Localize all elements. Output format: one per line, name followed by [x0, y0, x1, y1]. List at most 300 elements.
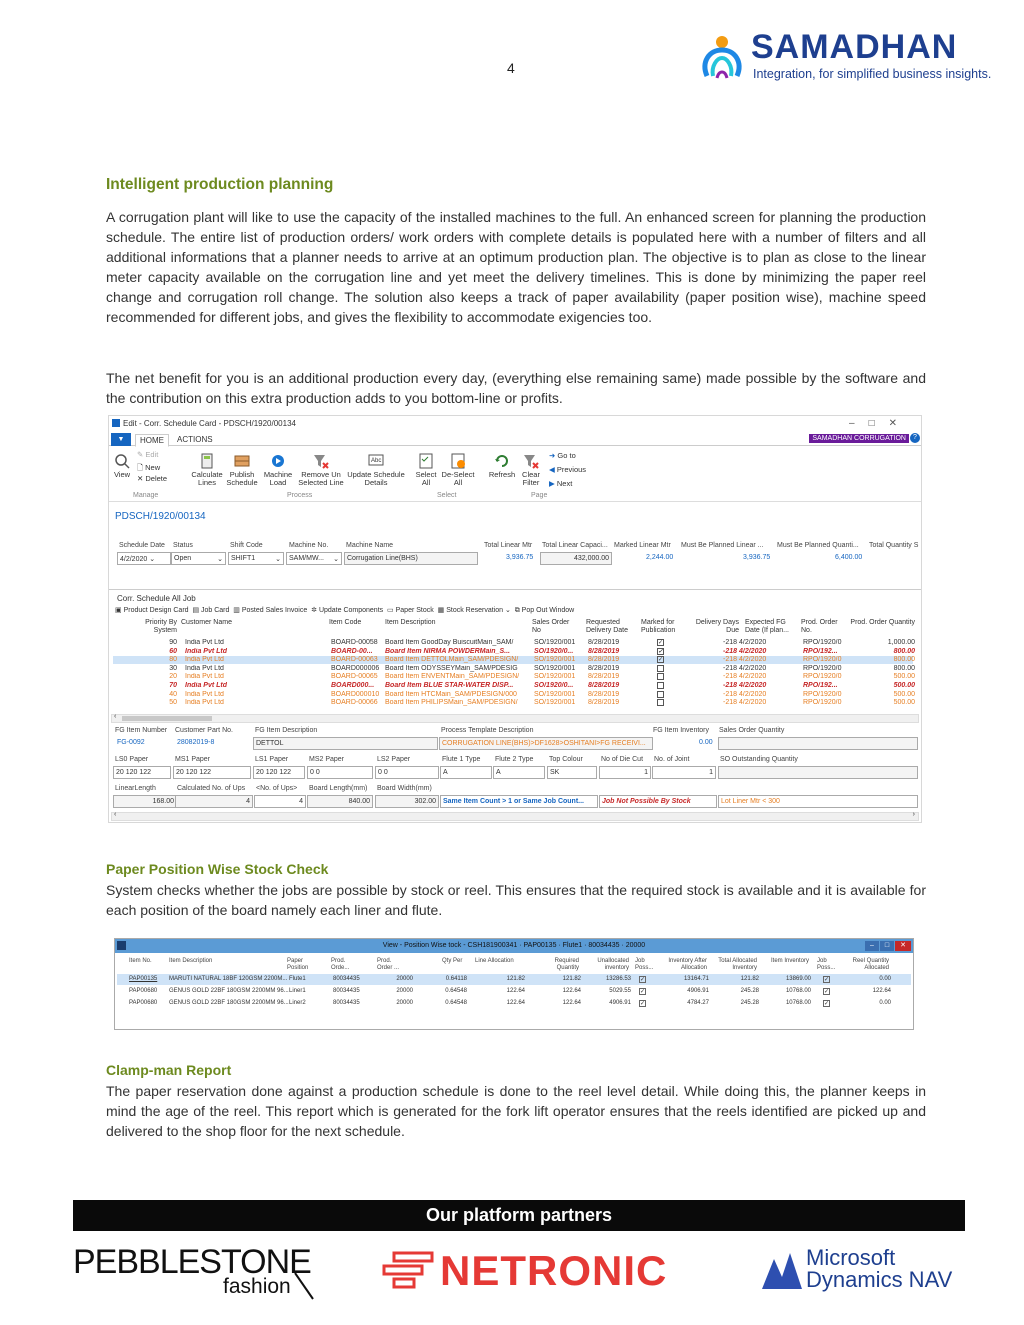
cell-item-code: BOARD000010	[331, 690, 380, 698]
col-item-code[interactable]: Item Code	[329, 619, 362, 626]
col-required-qty[interactable]: Required Quantity	[554, 958, 579, 971]
update-schedule-button[interactable]: Abc Update Schedule Details	[346, 453, 406, 487]
cell-item-description: GENUS GOLD 22BF 180GSM 2200MM 96...	[169, 1000, 289, 1006]
job-possible-checkbox[interactable]: ✓	[640, 989, 646, 995]
job-possible-checkbox[interactable]: ✓	[640, 977, 646, 983]
ribbon-tabs	[109, 433, 921, 446]
dynamics-nav-wordmark: Dynamics NAV	[806, 1267, 953, 1292]
samadhan-logo	[697, 30, 997, 86]
cell-requested-date: 8/28/2019	[588, 656, 620, 664]
must-qty-value: 6,400.00	[835, 554, 863, 561]
cell-requested-date: 8/28/2019	[588, 699, 620, 707]
machine-load-icon	[270, 453, 286, 469]
cell-priority: 80	[169, 656, 177, 664]
cell-prod-qty: 800.00	[893, 664, 915, 672]
pop-out-window-action[interactable]: ⧉ Pop Out Window	[514, 607, 575, 614]
group-page-label: Page	[531, 492, 548, 499]
cell-item-description: MARUTI NATURAL 18BF 120GSM 2200M...	[169, 976, 288, 982]
new-button[interactable]: 🗋 New	[137, 463, 161, 472]
cell-item-desc: Board Item NIRMA POWDERMain_S...	[385, 647, 510, 655]
group-manage-label: Manage	[133, 492, 159, 499]
cell-prod-order: RPO/1920/0	[803, 639, 842, 646]
cell-priority: 50	[169, 699, 177, 707]
planning-paragraph-2: The net benefit for you is an additional production every day, (everything else remaining same) made possible by the software and the contribution on this extra production adds to you bottom-line or profits.	[106, 370, 926, 406]
col-total-allocated[interactable]: Total Allocated Inventory	[718, 958, 757, 971]
marked-linear-label: Marked Linear Mtr	[614, 542, 671, 549]
fg-item-label: FG Item Number	[115, 727, 168, 734]
so-qty-label: Sales Order Quantity	[719, 727, 785, 734]
cust-part-value: 28082019-8	[177, 739, 215, 746]
col-requested-date[interactable]: Requested Delivery Date	[586, 619, 629, 634]
microsoft-dynamics-logo	[760, 1245, 960, 1295]
machine-no-dropdown[interactable]: SAM/MW... ⌄	[286, 552, 342, 565]
section-title-planning: Intelligent production planning	[106, 176, 334, 193]
cell-customer: India Pvt Ltd	[185, 664, 224, 672]
page-number: 4	[507, 60, 515, 76]
cell-required-qty: 121.82	[562, 976, 581, 982]
deselect-all-icon	[450, 453, 466, 469]
subpage-actions	[115, 606, 574, 615]
marked-checkbox[interactable]	[657, 699, 664, 706]
calculator-icon	[199, 453, 215, 469]
cell-delivery-days: -218	[722, 690, 737, 698]
total-capacity-field: 432,000.00	[540, 552, 612, 565]
pebblestone-slash-icon	[293, 1271, 317, 1301]
close-button[interactable]: ✕	[895, 941, 911, 951]
col-reel-qty[interactable]: Reel Quantity Allocated	[852, 958, 889, 971]
top-colour-label: Top Colour	[549, 756, 583, 763]
cell-prod-order-line: 20000	[396, 1000, 413, 1006]
ribbon	[109, 447, 921, 502]
cell-inventory-after: 4784.27	[687, 1000, 709, 1006]
stock-row[interactable]	[117, 986, 911, 997]
col-item-desc[interactable]: Item Description	[385, 619, 436, 626]
col-expected-date[interactable]: Expected FG Date (If plan...	[745, 619, 789, 634]
cell-prod-qty: 800.00	[893, 647, 915, 655]
calc-ups-label: Calculated No. of Ups	[177, 785, 246, 792]
refresh-button[interactable]: Refresh	[487, 453, 517, 479]
cell-prod-qty: 800.00	[893, 656, 915, 664]
calculate-lines-button[interactable]: Calculate Lines	[191, 453, 223, 487]
delete-button[interactable]: ✕ Delete	[137, 474, 168, 483]
machine-name-field: Corrugation Line(BHS)	[344, 552, 478, 565]
cell-customer: India Pvt Ltd	[185, 690, 224, 698]
cell-prod-order: 80034435	[333, 988, 360, 994]
col-inventory-after[interactable]: Inventory After Allocation	[668, 958, 707, 971]
col-line-allocation[interactable]: Line Allocation	[475, 958, 514, 964]
schedule-row[interactable]	[113, 691, 913, 699]
cell-priority: 90	[169, 639, 177, 646]
cell-prod-order-line: 20000	[396, 988, 413, 994]
ls1-field[interactable]: 20 120 122	[253, 766, 305, 779]
schedule-card-screenshot	[108, 415, 922, 823]
cell-delivery-days: -218	[722, 682, 737, 689]
tab-home[interactable]: HOME	[135, 434, 169, 447]
col-prod-order[interactable]: Prod. Orde...	[331, 958, 350, 971]
maximize-button[interactable]: □	[880, 941, 894, 951]
so-outstanding-field	[718, 766, 918, 779]
cell-item-desc: Board Item ODYSSEYMain_SAM/PDESIG	[385, 664, 518, 672]
fg-desc-field: DETTOL	[253, 737, 438, 750]
joint-label: No. of Joint	[654, 756, 690, 763]
cell-expected-date: 4/2/2020	[739, 656, 767, 664]
job-possible-checkbox[interactable]: ✓	[640, 1001, 646, 1007]
must-qty-label: Must Be Planned Quanti...	[777, 542, 859, 549]
cell-expected-date: 4/2/2020	[739, 690, 767, 698]
view-icon	[114, 453, 130, 469]
cell-required-qty: 122.64	[562, 1000, 581, 1006]
schedule-row[interactable]	[113, 682, 913, 690]
marked-checkbox[interactable]	[657, 673, 664, 680]
schedule-lines-subpage	[109, 589, 921, 707]
stock-window-app-icon	[117, 941, 126, 950]
cell-delivery-days: -218	[722, 673, 737, 681]
cell-unallocated: 4906.91	[609, 1000, 631, 1006]
marked-checkbox[interactable]: ✓	[658, 657, 664, 664]
cell-delivery-days: -218	[722, 639, 737, 646]
ms2-label: MS2 Paper	[309, 756, 345, 763]
update-components-action[interactable]: ✲ Update Components	[311, 607, 384, 614]
cell-item-inventory: 13869.00	[785, 976, 811, 982]
status-dropdown[interactable]: Open ⌄	[171, 552, 226, 565]
cell-priority: 60	[169, 647, 177, 655]
clampman-paragraph: The paper reservation done against a production schedule is done to the reel level detail. While doing this, the planner keeps in mind the age of the reel. This report which is generated for the fork lift operator ensures that the reels identified are picked up and delivered to the shop floor for the next schedule.	[106, 1083, 926, 1139]
schedule-row[interactable]	[113, 699, 913, 707]
cell-requested-date: 8/28/2019	[588, 639, 620, 646]
edit-button[interactable]: ✎ Edit	[137, 450, 159, 459]
cust-part-label: Customer Part No.	[175, 727, 233, 734]
fg-inventory-label: FG Item Inventory	[653, 727, 710, 734]
marked-linear-value: 2,244.00	[646, 554, 674, 561]
stock-window-titlebar	[115, 939, 913, 953]
dynamics-mark-icon	[760, 1249, 804, 1291]
col-job-possible-2[interactable]: Job Poss...	[817, 958, 836, 971]
pebblestone-logo	[73, 1243, 323, 1303]
logo-name: SAMADHAN	[751, 28, 958, 66]
marked-checkbox[interactable]	[657, 682, 664, 689]
cell-requested-date: 8/28/2019	[588, 690, 620, 698]
partners-banner: Our platform partners	[73, 1200, 965, 1231]
cell-line-allocation: 121.82	[506, 976, 525, 982]
cell-priority: 70	[169, 682, 177, 689]
cell-item-inventory: 10768.00	[785, 988, 811, 994]
flute1-label: Flute 1 Type	[442, 756, 481, 763]
machine-load-button[interactable]: Machine Load	[262, 453, 294, 487]
position-stock-screenshot	[114, 938, 914, 1030]
machine-no-label: Machine No.	[289, 542, 329, 549]
cell-prod-qty: 500.00	[893, 673, 915, 681]
schedule-row[interactable]	[113, 648, 913, 656]
ls2-field[interactable]: 0 0	[375, 766, 439, 779]
status-label: Status	[173, 542, 193, 549]
die-cut-field[interactable]: 1	[599, 766, 651, 779]
no-ups-label: <No. of Ups>	[256, 785, 298, 792]
process-template-field: CORRUGATION LINE(BHS)>DF1628>OSHITANI>FG RECEIVI...	[439, 737, 653, 750]
shift-code-dropdown[interactable]: SHIFT1 ⌄	[228, 552, 284, 565]
flute1-field[interactable]: A	[440, 766, 492, 779]
col-qty-per[interactable]: Qty Per	[442, 958, 463, 964]
cell-qty-per: 0.64548	[445, 1000, 467, 1006]
help-icon[interactable]: ?	[910, 433, 920, 443]
stock-row[interactable]	[117, 974, 911, 985]
cell-customer: India Pvt Ltd	[185, 699, 224, 707]
cell-item-desc: Board Item ENVENTMain_SAM/PDESIGN/	[385, 673, 520, 681]
cell-prod-qty: 1,000.00	[887, 639, 915, 646]
cell-prod-order: RPO/1920/0	[803, 673, 842, 681]
ms1-label: MS1 Paper	[175, 756, 211, 763]
cell-required-qty: 122.64	[562, 988, 581, 994]
filter-remove-icon	[313, 453, 329, 469]
must-linear-label: Must Be Planned Linear ...	[681, 542, 764, 549]
detail-h-scrollbar[interactable]: ‹ ›	[111, 812, 919, 821]
cell-reel-qty: 0.00	[879, 1000, 891, 1006]
schedule-date-field[interactable]: 4/2/2020 ⌄	[117, 552, 171, 565]
cell-priority: 40	[169, 690, 177, 698]
microsoft-wordmark: Microsoft	[806, 1245, 896, 1270]
flute2-label: Flute 2 Type	[495, 756, 534, 763]
cell-prod-qty: 500.00	[893, 682, 915, 689]
cell-sales-order: SO/1920/001	[534, 656, 576, 664]
cell-prod-order: RPO/1920/0	[803, 656, 842, 664]
publish-schedule-button[interactable]: Publish Schedule	[226, 453, 258, 487]
cell-item-desc: Board Item DETTOLMain_SAM/PDESIGN/	[385, 656, 519, 664]
posted-sales-invoice-action[interactable]: ▥ Posted Sales Invoice	[233, 607, 308, 614]
ls2-label: LS2 Paper	[377, 756, 411, 763]
stock-reservation-action[interactable]: ▦ Stock Reservation ⌄	[437, 607, 511, 614]
flute2-field[interactable]: A	[493, 766, 545, 779]
cell-requested-date: 8/28/2019	[588, 682, 620, 689]
netronic-wordmark: NETRONIC	[440, 1247, 668, 1294]
cell-line-allocation: 122.64	[506, 1000, 525, 1006]
cell-item-no: PAP00680	[129, 1000, 158, 1006]
col-priority[interactable]: Priority By System	[145, 619, 177, 634]
paper-stock-action[interactable]: ▭ Paper Stock	[387, 607, 434, 614]
cell-unallocated: 5029.55	[609, 988, 631, 994]
must-linear-value: 3,936.75	[743, 554, 771, 561]
col-item-inventory[interactable]: Item Inventory	[771, 958, 810, 964]
schedule-row[interactable]	[113, 656, 913, 664]
no-ups-field[interactable]: 4	[254, 795, 306, 808]
process-template-label: Process Template Description	[441, 727, 534, 734]
cell-qty-per: 0.64118	[445, 976, 467, 982]
cell-total-allocated: 121.82	[740, 976, 759, 982]
next-button[interactable]: ▶ Next	[549, 479, 573, 488]
top-colour-field[interactable]: SK	[547, 766, 597, 779]
previous-button[interactable]: ◀ Previous	[549, 465, 587, 474]
cell-item-inventory: 10768.00	[785, 1000, 811, 1006]
cell-item-code: BOARD-00058	[331, 639, 378, 646]
pebblestone-wordmark: PEBBLESTONE	[73, 1243, 311, 1281]
warning-same-item: Same Item Count > 1 or Same Job Count...	[440, 795, 598, 808]
stock-window-title: View - Position Wise tock - CSH181900341 · PAP00135 · Flute1 · 80034435 · 20000	[382, 942, 646, 949]
cell-item-code: BOARD-00065	[331, 673, 378, 681]
cell-prod-order-line: 20000	[396, 976, 413, 982]
group-process-label: Process	[287, 492, 313, 499]
fg-item-value[interactable]: FG-0092	[117, 739, 145, 746]
cell-paper-position: Flute1	[289, 976, 306, 982]
cell-inventory-after: 13164.71	[683, 976, 709, 982]
remove-unselected-button[interactable]: Remove Un Selected Line	[298, 453, 344, 487]
cell-prod-order: RPO/1920/0	[803, 664, 842, 672]
cell-item-desc: Board Item GoodDay BuiscuitMain_SAM/	[385, 639, 514, 646]
col-paper-position[interactable]: Paper Position	[287, 958, 309, 971]
go-to-button[interactable]: ➜ Go to	[549, 451, 576, 460]
app-icon	[112, 419, 120, 427]
tab-actions[interactable]: ACTIONS	[177, 435, 213, 444]
pebblestone-subtitle: fashion	[223, 1275, 291, 1298]
cell-prod-order: 80034435	[333, 976, 360, 982]
board-length-label: Board Length(mm)	[309, 785, 368, 792]
scrollbar-thumb[interactable]	[122, 716, 212, 721]
window-title: Edit - Corr. Schedule Card - PDSCH/1920/00134	[123, 419, 296, 428]
cell-customer: India Pvt Ltd	[185, 647, 227, 655]
col-prod-qty[interactable]: Prod. Order Quantity	[850, 619, 915, 626]
cell-prod-order: RPO/192...	[803, 647, 838, 655]
cell-unallocated: 13286.53	[605, 976, 631, 982]
menu-icon[interactable]: ▼	[111, 433, 131, 446]
cell-item-code: BOARD000...	[331, 682, 375, 689]
cell-prod-order: RPO/1920/0	[803, 690, 842, 698]
so-outstanding-label: SO Outstanding Quantity	[720, 756, 798, 763]
netronic-mark-icon	[380, 1251, 436, 1291]
board-width-label: Board Width(mm)	[377, 785, 432, 792]
col-unallocated[interactable]: Unallocated inventory	[597, 958, 629, 971]
cell-requested-date: 8/28/2019	[588, 647, 620, 655]
cell-delivery-days: -218	[722, 647, 737, 655]
board-width-field: 302.00	[375, 795, 439, 808]
cell-expected-date: 4/2/2020	[739, 647, 767, 655]
col-sales-order[interactable]: Sales Order No	[532, 619, 570, 634]
subpage-title: Corr. Schedule All Job	[117, 594, 196, 603]
section-title-stock-check: Paper Position Wise Stock Check	[106, 861, 329, 877]
ls0-label: LS0 Paper	[115, 756, 149, 763]
product-design-card-action[interactable]: ▣ Product Design Card	[115, 607, 189, 614]
svg-text:Abc: Abc	[371, 458, 382, 464]
cell-customer: India Pvt Ltd	[185, 673, 224, 681]
clear-filter-icon	[523, 453, 539, 469]
cell-item-desc: Board Item BLUE STAR-WATER DISP...	[385, 682, 514, 689]
cell-priority: 30	[169, 664, 177, 672]
grid-h-scrollbar[interactable]: ‹	[111, 714, 919, 723]
col-prod-order-line[interactable]: Prod. Order ...	[377, 958, 400, 971]
clear-filter-button[interactable]: Clear Filter	[519, 453, 543, 487]
cell-item-code: BOARD000006	[331, 664, 380, 672]
cell-item-code: BOARD-00...	[331, 647, 373, 655]
col-prod-order[interactable]: Prod. Order No.	[801, 619, 838, 634]
cell-sales-order: SO/1920/001	[534, 690, 576, 698]
cell-prod-qty: 500.00	[893, 699, 915, 707]
ms2-field[interactable]: 0 0	[307, 766, 373, 779]
cell-customer: India Pvt Ltd	[185, 682, 227, 689]
cell-expected-date: 4/2/2020	[739, 699, 767, 707]
cell-priority: 20	[169, 673, 177, 681]
schedule-row[interactable]	[113, 665, 913, 673]
ls1-label: LS1 Paper	[255, 756, 289, 763]
cell-sales-order: SO/1920/001	[534, 673, 576, 681]
job-possible-checkbox[interactable]: ✓	[824, 1001, 830, 1007]
samadhan-logo-icon	[697, 32, 747, 82]
cell-paper-position: Liner1	[289, 988, 306, 994]
ms1-field[interactable]: 20 120 122	[173, 766, 251, 779]
deselect-all-button[interactable]: De-Select All	[441, 453, 475, 487]
linear-length-field: 168.00	[113, 795, 177, 808]
cell-reel-qty: 122.64	[872, 988, 891, 994]
job-card-action[interactable]: ▤ Job Card	[192, 607, 230, 614]
cell-expected-date: 4/2/2020	[739, 639, 767, 646]
cell-delivery-days: -218	[722, 656, 737, 664]
cell-item-desc: Board Item PHILIPSMain_SAM/PDESIGN/	[385, 699, 518, 707]
warning-job-not-possible: Job Not Possible By Stock	[599, 795, 717, 808]
refresh-icon	[494, 453, 510, 469]
cell-delivery-days: -218	[722, 664, 737, 672]
total-linear-label: Total Linear Mtr	[484, 542, 533, 549]
cell-line-allocation: 122.64	[506, 988, 525, 994]
calc-ups-field: 4	[175, 795, 253, 808]
cell-customer: India Pvt Ltd	[185, 639, 224, 646]
cell-expected-date: 4/2/2020	[739, 673, 767, 681]
linear-length-label: LinearLength	[115, 785, 156, 792]
cell-requested-date: 8/28/2019	[588, 664, 620, 672]
company-badge: SAMADHAN CORRUGATION	[809, 434, 909, 443]
board-length-field: 840.00	[307, 795, 373, 808]
schedule-row[interactable]	[113, 673, 913, 681]
warning-lot-liner: Lot Liner Mtr < 300	[718, 795, 918, 808]
stock-row[interactable]	[117, 998, 911, 1009]
job-possible-checkbox[interactable]: ✓	[824, 977, 830, 983]
view-button[interactable]: View	[113, 453, 131, 479]
cell-sales-order: SO/1920/0...	[534, 682, 574, 689]
cell-prod-order: 80034435	[333, 1000, 360, 1006]
machine-name-label: Machine Name	[346, 542, 394, 549]
die-cut-label: No of Die Cut	[601, 756, 644, 763]
publish-icon	[234, 453, 250, 469]
netronic-logo	[380, 1245, 668, 1295]
marked-checkbox[interactable]: ✓	[658, 648, 664, 655]
schedule-row[interactable]	[113, 639, 913, 647]
cell-item-no: PAP00680	[129, 988, 158, 994]
col-job-possible-1[interactable]: Job Poss...	[635, 958, 654, 971]
col-delivery-days[interactable]: Delivery Days Due	[695, 619, 739, 634]
ls0-field[interactable]: 20 120 122	[113, 766, 171, 779]
fg-desc-label: FG Item Description	[255, 727, 318, 734]
cell-prod-order: RPO/1920/0	[803, 699, 842, 707]
window-controls[interactable]: –□✕	[849, 418, 911, 429]
cell-sales-order: SO/1920/0...	[534, 647, 574, 655]
cell-reel-qty: 0.00	[879, 976, 891, 982]
cell-sales-order: SO/1920/001	[534, 639, 576, 646]
col-customer[interactable]: Customer Name	[181, 619, 232, 626]
cell-sales-order: SO/1920/001	[534, 664, 576, 672]
col-item-no[interactable]: Item No.	[129, 958, 152, 964]
select-all-icon	[418, 453, 434, 469]
so-qty-field	[718, 737, 918, 750]
col-marked[interactable]: Marked for Publication	[641, 619, 676, 634]
cell-item-code: BOARD-00066	[331, 699, 378, 707]
cell-expected-date: 4/2/2020	[739, 664, 767, 672]
select-all-button[interactable]: Select All	[414, 453, 438, 487]
marked-checkbox[interactable]	[657, 691, 664, 698]
marked-checkbox[interactable]: ✓	[658, 640, 664, 646]
job-possible-checkbox[interactable]: ✓	[824, 989, 830, 995]
col-item-description[interactable]: Item Description	[169, 958, 213, 964]
joint-field[interactable]: 1	[652, 766, 716, 779]
minimize-button[interactable]: –	[865, 941, 879, 951]
marked-checkbox[interactable]	[657, 665, 664, 672]
cell-total-allocated: 245.28	[740, 1000, 759, 1006]
total-capacity-label: Total Linear Capaci...	[542, 542, 608, 549]
total-qty-label: Total Quantity S	[869, 542, 919, 549]
cell-item-desc: Board Item HTCMain_SAM/PDESIGN/000	[385, 690, 517, 698]
